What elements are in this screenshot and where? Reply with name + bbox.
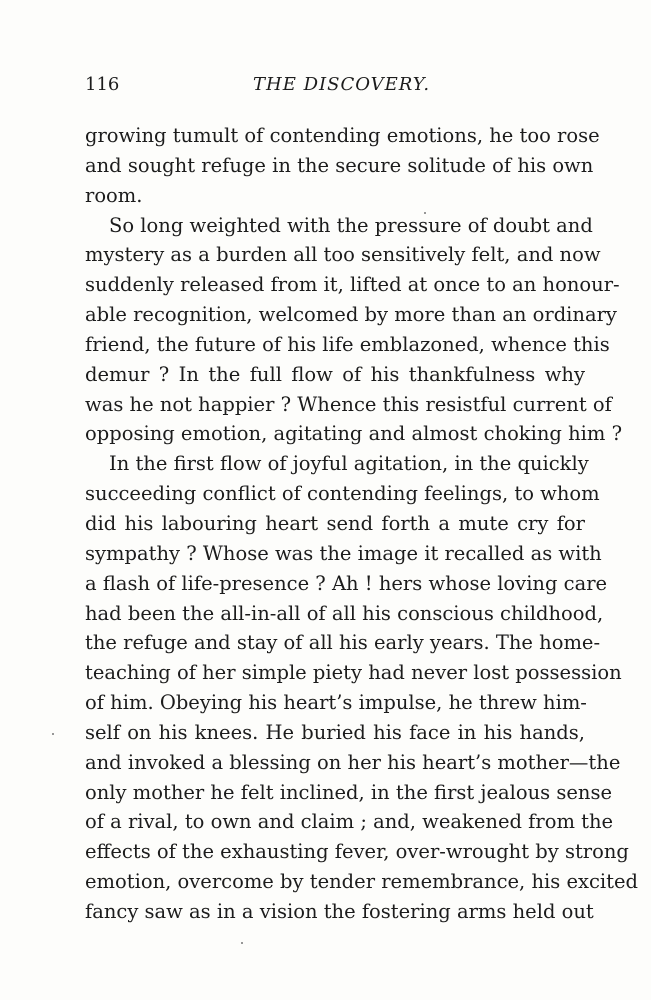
- text-line: opposing emotion, agitating and almost choking him ?: [85, 422, 623, 446]
- text-line: able recognition, welcomed by more than an ordinary: [85, 303, 617, 327]
- paragraph-start-line: In the first flow of joyful agitation, in the quickly: [109, 452, 589, 476]
- text-line: and invoked a blessing on her his heart’s mother—the: [85, 750, 621, 774]
- text-line: the refuge and stay of all his early years. The home-: [85, 631, 601, 655]
- text-line: of a rival, to own and claim ; and, weakened from the: [85, 810, 614, 834]
- text-line: self on his knees. He buried his face in his hands,: [85, 720, 585, 744]
- text-line: sympathy ? Whose was the image it recalled as with: [85, 541, 602, 565]
- text-line: mystery as a burden all too sensitively felt, and now: [85, 243, 601, 267]
- text-line: fancy saw as in a vision the fostering arms held out: [85, 899, 594, 923]
- text-line: teaching of her simple piety had never lost possession: [85, 661, 622, 685]
- text-line: only mother he felt inclined, in the first jealous sense: [85, 780, 613, 804]
- text-line: was he not happier ? Whence this resistful current of: [85, 392, 612, 416]
- scan-speck: [52, 733, 54, 735]
- text-line: growing tumult of contending emotions, he too rose: [85, 124, 600, 147]
- text-line: suddenly released from it, lifted at once to an honour-: [85, 273, 620, 297]
- running-head: THE DISCOVERY.: [253, 74, 431, 95]
- text-line: and sought refuge in the secure solitude of his own: [85, 153, 594, 177]
- text-line: a flash of life-presence ? Ah ! hers whose loving care: [85, 571, 608, 595]
- text-line: friend, the future of his life emblazoned, whence this: [85, 332, 610, 356]
- body-text: [85, 121, 639, 927]
- text-line: succeeding conflict of contending feelings, to whom: [85, 482, 600, 506]
- page-header: [85, 74, 585, 104]
- paragraph-start-line: So long weighted with the pressure of doubt and: [109, 213, 593, 237]
- text-line: room.: [85, 183, 143, 207]
- text-line: demur ? In the full flow of his thankfulness why: [85, 362, 585, 386]
- text-line: emotion, overcome by tender remembrance, his excited: [85, 870, 639, 894]
- page-number: 116: [85, 74, 120, 95]
- text-line: of him. Obeying his heart’s impulse, he threw him-: [85, 691, 587, 715]
- text-line: effects of the exhausting fever, over-wrought by strong: [85, 840, 629, 864]
- scan-speck: [424, 212, 426, 214]
- scan-speck: [241, 942, 243, 944]
- text-line: had been the all-in-all of all his conscious childhood,: [85, 601, 604, 625]
- text-line: did his labouring heart send forth a mute cry for: [85, 511, 585, 535]
